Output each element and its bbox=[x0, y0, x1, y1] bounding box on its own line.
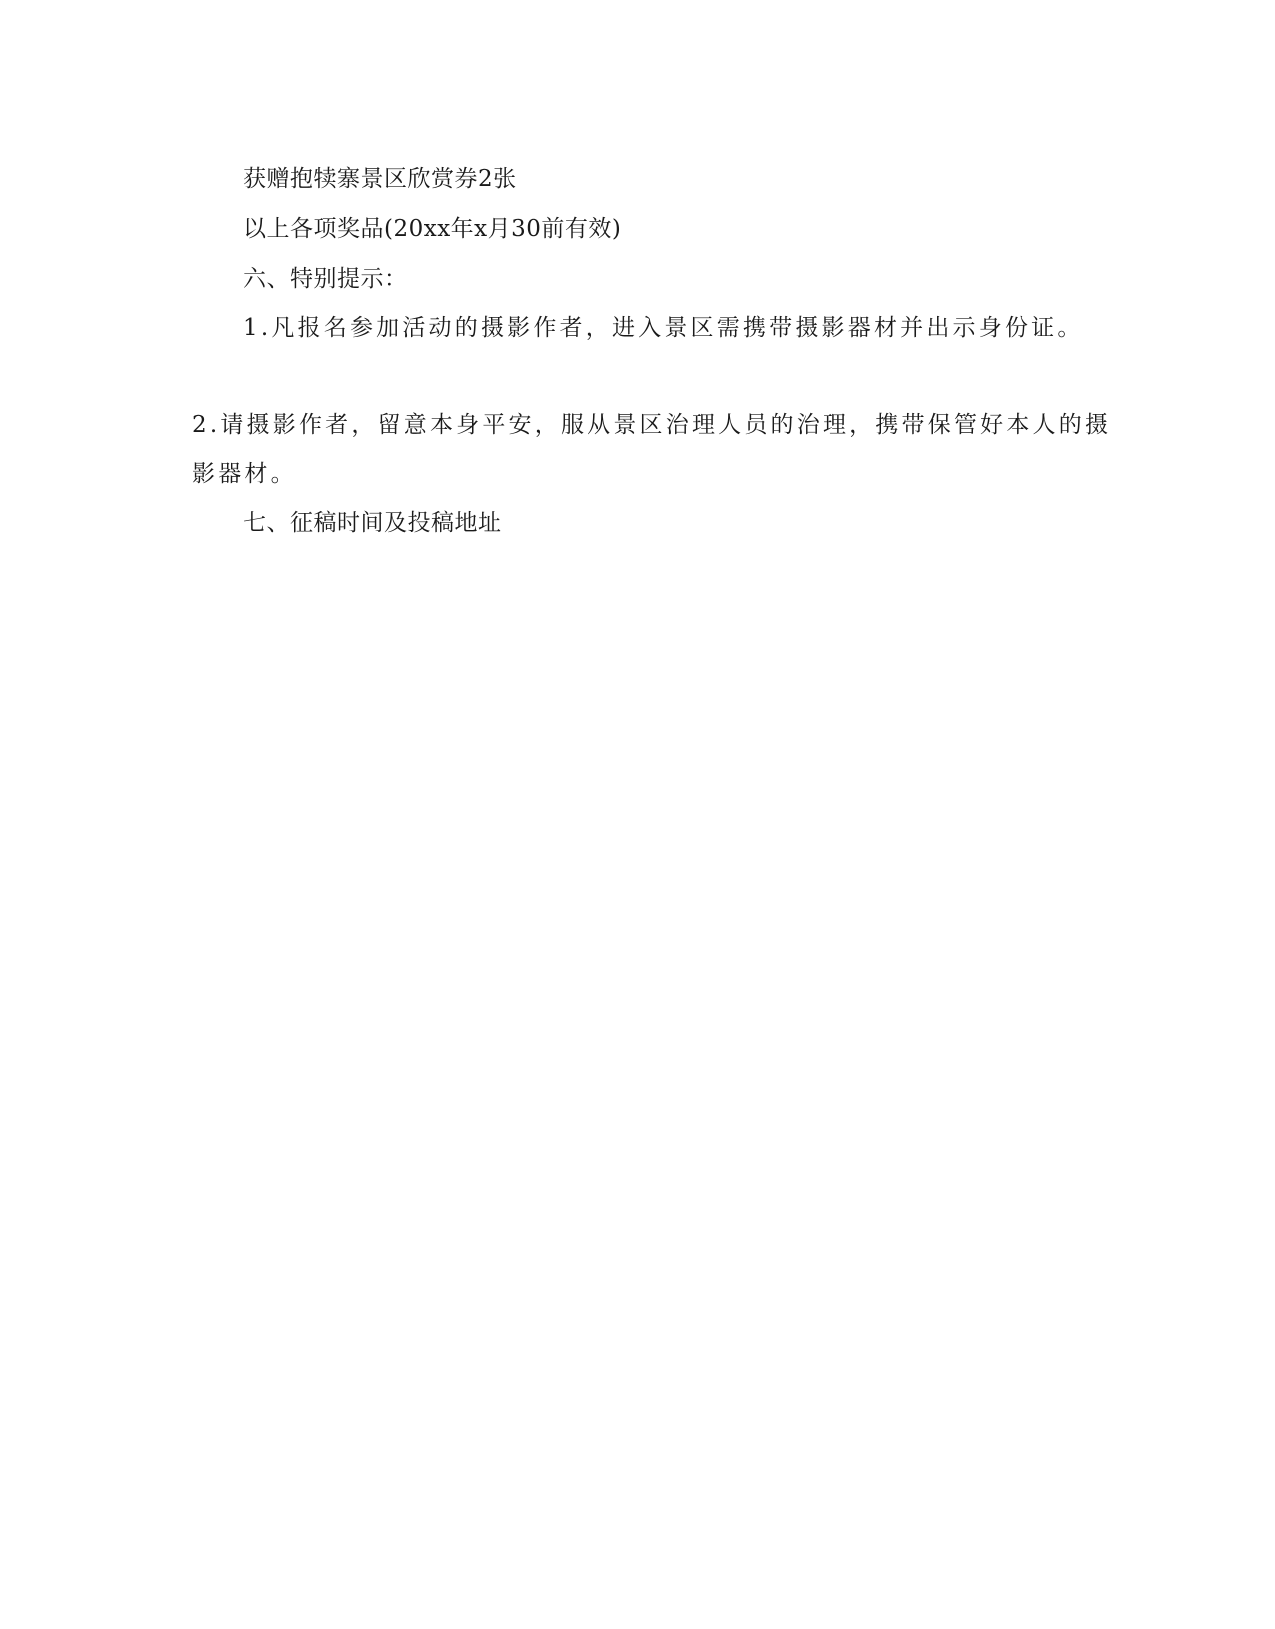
prize-validity-line: 以上各项奖品(20xx年x月30前有效) bbox=[243, 216, 622, 242]
section-heading-special-notice: 六、特别提示： bbox=[243, 266, 408, 292]
notice-item-1: 1.凡报名参加活动的摄影作者，进入景区需携带摄影器材并出示身份证。 bbox=[243, 315, 1084, 341]
section-heading-submission: 七、征稿时间及投稿地址 bbox=[243, 510, 502, 536]
prize-line: 获赠抱犊寨景区欣赏券2张 bbox=[243, 166, 517, 192]
notice-item-2: 2.请摄影作者，留意本身平安，服从景区治理人员的治理，携带保管好本人的摄 bbox=[192, 412, 1112, 438]
notice-item-2-continued: 影器材。 bbox=[192, 461, 297, 487]
